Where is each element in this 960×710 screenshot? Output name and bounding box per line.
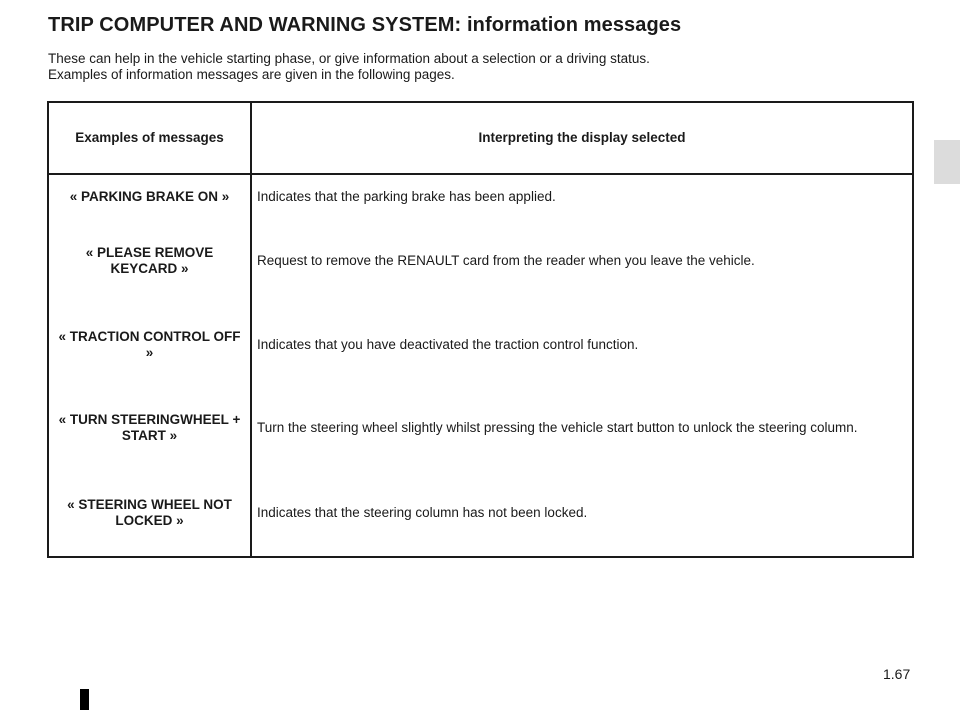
- crop-mark: [80, 689, 89, 710]
- interpretation-cell: Request to remove the RENAULT card from the reader when you leave the vehicle.: [251, 219, 913, 303]
- table-row: [48, 303, 913, 387]
- table-row: [48, 174, 913, 219]
- page-number: 1.67: [883, 666, 911, 682]
- interpretation-cell: Indicates that the parking brake has been applied.: [251, 174, 913, 219]
- message-cell: « STEERING WHEEL NOT LOCKED »: [48, 470, 251, 557]
- message-cell: « PLEASE REMOVE KEYCARD »: [48, 219, 251, 303]
- table-row: [48, 219, 913, 303]
- intro-line: Examples of information messages are given in the following pages.: [48, 67, 455, 82]
- interpretation-cell: Turn the steering wheel slightly whilst pressing the vehicle start button to unlock the steering column.: [251, 386, 913, 470]
- column-header-interpretation: Interpreting the display selected: [251, 102, 913, 174]
- messages-table: [47, 101, 914, 558]
- page-title: TRIP COMPUTER AND WARNING SYSTEM: information messages: [48, 14, 682, 36]
- interpretation-cell: Indicates that you have deactivated the traction control function.: [251, 303, 913, 387]
- table-row: [48, 470, 913, 557]
- message-cell: « PARKING BRAKE ON »: [48, 174, 251, 219]
- column-header-messages: Examples of messages: [48, 102, 251, 174]
- message-cell: « TRACTION CONTROL OFF »: [48, 303, 251, 387]
- intro-line: These can help in the vehicle starting phase, or give information about a selection or a driving status.: [48, 51, 650, 66]
- message-cell: « TURN STEERINGWHEEL + START »: [48, 386, 251, 470]
- table-row: [48, 386, 913, 470]
- table-header-row: [48, 102, 913, 174]
- interpretation-cell: Indicates that the steering column has not been locked.: [251, 470, 913, 557]
- section-tab-marker: [934, 140, 960, 184]
- intro-text: [48, 51, 908, 83]
